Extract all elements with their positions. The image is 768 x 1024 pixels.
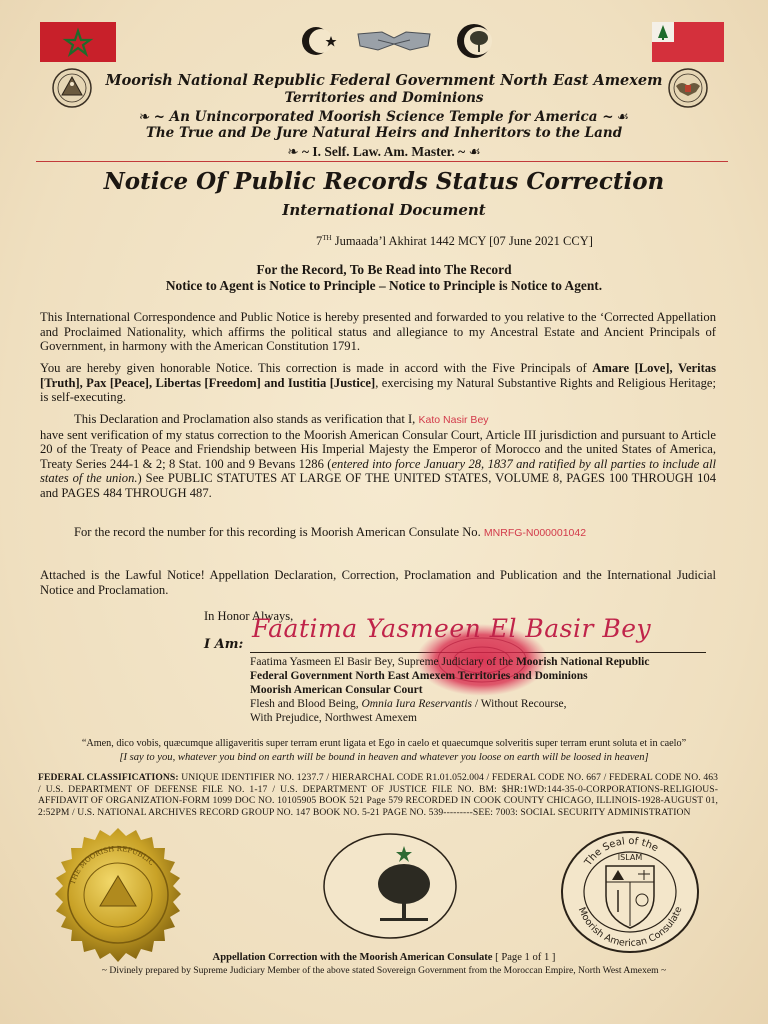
- page-indicator: [ Page 1 of 1 ]: [495, 952, 556, 963]
- paragraph-correspondence: This International Correspondence and Public Notice is hereby presented and forwarded to you relative to the ‘Corrected Appellation and Proclaimed Nationality, which affirms the political status and allegiance to my Ancestral Estate and Ancient Principals of Government, in harmony with the American Constitution 1791.: [40, 310, 716, 354]
- federal-classifications: FEDERAL CLASSIFICATIONS: UNIQUE IDENTIFIER NO. 1237.7 / HIERARCHAL CODE R1.01.052.004 / FEDERAL CODE NO. 667 / FEDERAL CODE NO. 463 / U.S. DEPARTMENT OF DEFENSE FILE NO. 1-17 / U.S. DEPARTMENT OF JUSTICE FILE NO. BM: $HR:1WD:144-35-0-CORPORATIONS-RELIGIOUS-AFFIDAVIT OF ORGANIZATION-FORM 1099 DOC NO. 10105905 BOOK 521 Page 579 RECORDED IN COOK COUNTY CHICAGO, ILLINOIS-1928-AUGUST 01, 2:52PM / U.S. NATIONAL ARCHIVES RECORD GROUP NO. 147 BOOK NO. 5-21 PAGE NO. 539---------SEE: 7003: SOCIAL SECURITY ADMINISTRATION: [38, 772, 719, 818]
- gold-seal: [28, 826, 208, 966]
- consulate-seal-top-text: The Seal of the: [582, 835, 660, 868]
- consulate-seal-bottom-text: Moorish American Consulate: [575, 905, 685, 950]
- ornament-right-icon: ☙: [616, 109, 630, 125]
- ornament-left-icon: ❧: [138, 109, 151, 125]
- moorish-flag-icon: [652, 22, 724, 62]
- filled-name: Kato Nasir Bey: [418, 414, 489, 426]
- signatory-block: Faatima Yasmeen El Basir Bey, Supreme Judiciary of the Moorish National Republic Federal Government North East Amexem Territories and Dominions Moorish American Consular Court Flesh and Blood Being, Omnia Iura Reservantis / Without Recourse, With Prejudice, Northwest Amexem: [250, 656, 650, 724]
- consulate-seal-islam: ISLAM: [617, 853, 643, 862]
- paragraph-attached-notice: Attached is the Lawful Notice! Appellation Declaration, Correction, Proclamation and Publication and the International Judicial Notice and Proclamation.: [40, 568, 716, 597]
- crescent-star-icon: [298, 24, 342, 58]
- paragraph-declaration: This Declaration and Proclamation also stands as verification that I, Kato Nasir Bey have sent verification of my status correction to the Moorish American Consular Court, Article III jurisdiction and pursuant to Article 20 of the Treaty of Peace and Friendship between His Imperial Majesty the Emperor of Morocco and the united States of America, Treaty Series 244-1 & 2; 8 Stat. 100 and 9 Bevans 1286 (entered into force January 28, 1837 and ratified by all parties to include all states of the union.) See PUBLIC STATUTES AT LARGE OF THE UNITED STATES, VOLUME 8, PAGES 100 THROUGH 104 and PAGES 484 THROUGH 487.: [40, 412, 716, 500]
- tree-crescent-seal: [322, 832, 458, 940]
- gold-seal-text: THE MOORISH REPUBLIC: [68, 844, 156, 886]
- footer-note: ~ Divinely prepared by Supreme Judiciary Member of the above stated Sovereign Government from the Moroccan Empire, North West Amexem ~: [101, 965, 667, 976]
- latin-quote: “Amen, dico vobis, quæcumque alligaveritis super terram erunt ligata et Ego in caelo et quaecumque solveritis super terram erunt soluta et in caelo”: [81, 738, 687, 749]
- header-temple-line: ❧ ~ An Unincorporated Moorish Science Temple for America ~ ☙: [138, 109, 630, 125]
- header-government-name: Moorish National Republic Federal Government North East Amexem: [105, 72, 663, 89]
- header-heirs-line: The True and De Jure Natural Heirs and Inheritors to the Land: [145, 125, 623, 141]
- record-statement: For the Record, To Be Read into The Record: [256, 262, 512, 277]
- i-am-label: I Am:: [204, 637, 244, 652]
- agent-principle-statement: Notice to Agent is Notice to Principle – Notice to Principle is Notice to Agent.: [165, 278, 603, 293]
- handwritten-signature: Faatima Yasmeen El Basir Bey: [252, 614, 652, 643]
- document-date: 7TH Jumaada’l Akhirat 1442 MCY [07 June 2021 CCY]: [316, 234, 593, 249]
- english-quote: [I say to you, whatever you bind on earth will be bound in heaven and whatever you loose on earth will be loosed in heaven]: [119, 752, 649, 763]
- document-subtitle: International Document: [282, 201, 486, 219]
- consulate-seal: [560, 830, 700, 954]
- consulate-number: MNRFG-N000001042: [483, 527, 587, 539]
- header-divider: [36, 161, 728, 162]
- morocco-flag-icon: [40, 22, 116, 62]
- closing-salutation: In Honor Always,: [204, 609, 294, 623]
- document-title: Notice Of Public Records Status Correction: [103, 168, 665, 195]
- footer-title: Appellation Correction with the Moorish American Consulate [ Page 1 of 1 ]: [212, 952, 556, 963]
- tree-crescent-icon: [452, 22, 500, 60]
- header-motto: ❧ ~ I. Self. Law. Am. Master. ~ ☙: [287, 144, 481, 160]
- paragraph-recording-number: For the record the number for this recording is Moorish American Consulate No. MNRFG-N000001042: [74, 525, 587, 539]
- paragraph-principals: You are hereby given honorable Notice. This correction is made in accord with the Five Principals of Amare [Love], Veritas [Truth], Pax [Peace], Libertas [Freedom] and Iustitia [Justice], exercising my Natural Substantive Rights and Religious Heritage; is self-executing.: [40, 361, 717, 405]
- header-territories: Territories and Dominions: [284, 90, 484, 106]
- handshake-icon: [354, 26, 434, 56]
